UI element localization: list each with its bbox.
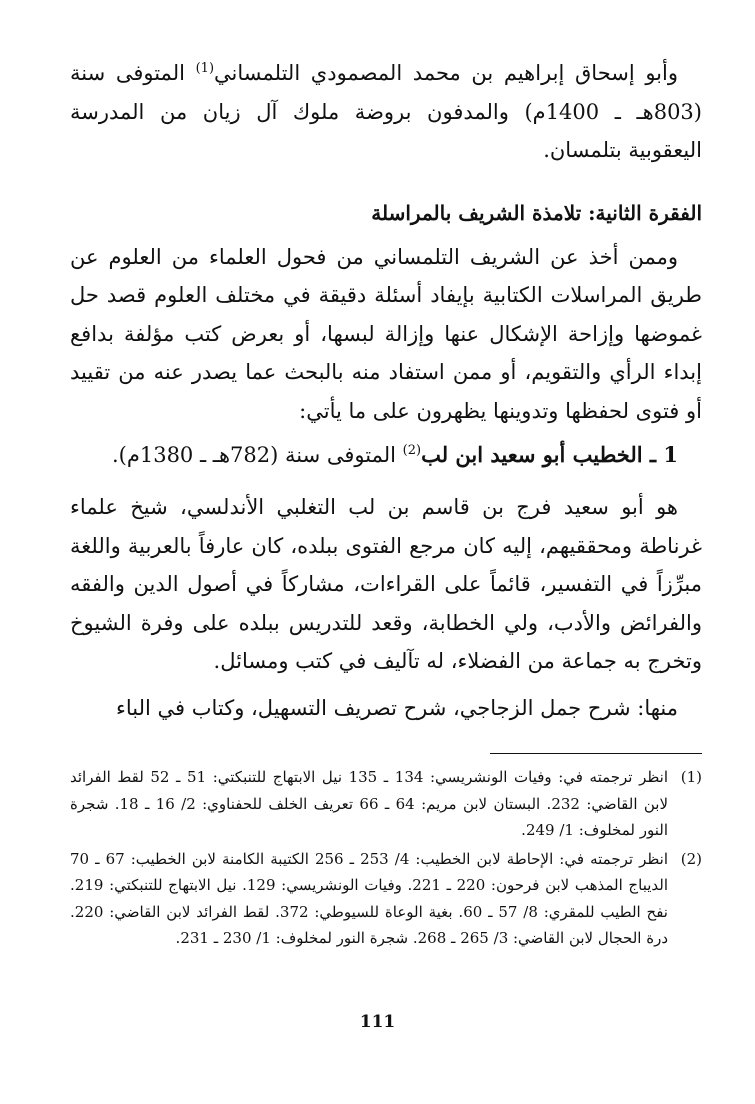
footnote-number: (2) — [680, 849, 702, 868]
footnote-ref-1[interactable]: (1) — [195, 61, 215, 76]
paragraph-2: وممن أخذ عن الشريف التلمساني من فحول العلماء من العلوم عن طريق المراسلات الكتابية بإيفاد أسئلة دقيقة في مختلف العلوم قصد حل غموضها وإزاحة الإشكال عنها وإزالة لبسها، أو بعرض كتب مؤلفة بدافع إبداء الرأي والتقويم، أو ممن استفاد منه بالبحث عما يصدر عنه من تقييد أو فتوى لحفظها وتدوينها يظهرون على ما يأتي: — [70, 244, 702, 423]
paragraph-1-text: وأبو إسحاق إبراهيم بن محمد المصمودي التلمساني — [214, 61, 678, 85]
footnote-number: (1) — [680, 768, 702, 786]
paragraph-1-rest: المتوفى سنة (803هـ ـ 1400م) والمدفون بروضة ملوك آل زيان من المدرسة اليعقوبية بتلمسان. — [70, 61, 702, 162]
footnote-text: انظر ترجمته في: وفيات الونشريسي: 134 ـ 135 نيل الابتهاج للتنبكتي: 51 ـ 52 لقط الفرائد لابن القاضي: 232. البستان لابن مريم: 64 ـ 66 تعريف الخلف للحفناوي: 2/ 16 ـ 18. شجرة النور لمخلوف: 1/ 249. — [70, 768, 669, 839]
footnote-text: انظر ترجمته في: الإحاطة لابن الخطيب: 4/ 253 ـ 256 الكتيبة الكامنة لابن الخطيب: 67 ـ 70 الديباج المذهب لابن فرحون: 220 ـ 221. وفيات الونشريسي: 129. نيل الابتهاج للتنبكتي: 219. نفح الطيب للمقري: 8/ 57 ـ 60. بغية الوعاة للسيوطي: 372. لقط الفرائد لابن القاضي: 220. درة الحجال لابن القاضي: 3/ 265 ـ 268. شجرة النور لمخلوف: 1/ 230 ـ 231. — [70, 849, 669, 947]
paragraph-4: منها: شرح جمل الزجاجي، شرح تصريف التسهيل، وكتاب في الباء — [115, 695, 678, 720]
entry-title-date: المتوفى سنة (782هـ ـ 1380م). — [111, 443, 403, 467]
page-number: 111 — [359, 1012, 396, 1032]
section-heading: الفقرة الثانية: تلامذة الشريف بالمراسلة — [371, 200, 702, 225]
footnote-1 — [70, 764, 702, 844]
footnote-2 — [70, 846, 702, 952]
paragraph-3: هو أبو سعيد فرج بن قاسم بن لب التغلبي الأندلسي، شيخ علماء غرناطة ومحققيهم، إليه كان مرجع الفتوى ببلده، كان عارفاً بالعربية واللغة مبرِّزاً في التفسير، قائماً على القراءات، مشاركاً في أصول الدين والفقه والفرائض والأدب، ولي الخطابة، وقعد للتدريس ببلده على وفرة الشيوخ وتخرج به جماعة من الفضلاء، له تآليف في كتب ومسائل. — [70, 495, 702, 673]
paragraph-1 — [70, 54, 702, 170]
entry-title-name: 1 ـ الخطيب أبو سعيد ابن لب — [421, 442, 678, 467]
entry-title — [70, 436, 678, 474]
footnote-divider — [490, 753, 702, 754]
footnote-ref-2[interactable]: (2) — [402, 443, 422, 458]
page-content — [70, 54, 702, 952]
